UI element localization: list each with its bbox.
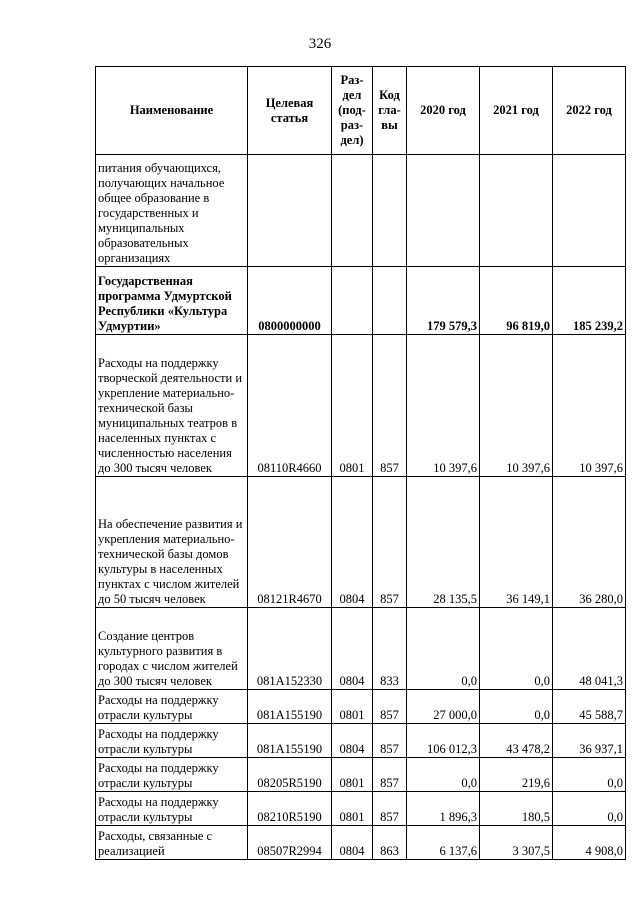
- row-2021: 219,6: [480, 758, 553, 792]
- row-code: [248, 155, 332, 267]
- table-row: [96, 758, 626, 792]
- row-name: Расходы на поддержку отрасли культуры: [96, 792, 248, 826]
- header-chapter: Код гла-вы: [373, 67, 407, 155]
- row-2020: 10 397,6: [407, 335, 480, 477]
- row-2022: 10 397,6: [553, 335, 626, 477]
- row-2020: [407, 155, 480, 267]
- row-section: 0801: [332, 758, 373, 792]
- row-name: Расходы на поддержку творческой деятельности и укрепление материально-технической базы муниципальных театров в населенных пунктах с численностью населения до 300 тысяч человек: [96, 335, 248, 477]
- row-2022: 48 041,3: [553, 608, 626, 690]
- header-2022: 2022 год: [553, 67, 626, 155]
- row-code: 081A155190: [248, 724, 332, 758]
- budget-table: [95, 66, 626, 860]
- row-section: [332, 155, 373, 267]
- row-name: Расходы, связанные с реализацией: [96, 826, 248, 860]
- row-2021: 180,5: [480, 792, 553, 826]
- table-row: [96, 690, 626, 724]
- header-section: Раз-дел (под-раз-дел): [332, 67, 373, 155]
- row-2022: 36 937,1: [553, 724, 626, 758]
- row-code: 081A155190: [248, 690, 332, 724]
- row-2020: 0,0: [407, 608, 480, 690]
- row-name: Расходы на поддержку отрасли культуры: [96, 724, 248, 758]
- row-name: Расходы на поддержку отрасли культуры: [96, 758, 248, 792]
- row-code: 08210R5190: [248, 792, 332, 826]
- row-2020: 28 135,5: [407, 477, 480, 608]
- header-row: [96, 67, 626, 155]
- row-2022: [553, 155, 626, 267]
- row-code: 08507R2994: [248, 826, 332, 860]
- row-2021: 10 397,6: [480, 335, 553, 477]
- header-target: Целевая статья: [248, 67, 332, 155]
- row-code: 08121R4670: [248, 477, 332, 608]
- row-section: 0804: [332, 826, 373, 860]
- table-row: [96, 477, 626, 608]
- row-chapter: 863: [373, 826, 407, 860]
- row-2021: 0,0: [480, 690, 553, 724]
- table-row: [96, 335, 626, 477]
- row-2020: 179 579,3: [407, 267, 480, 335]
- row-2022: 4 908,0: [553, 826, 626, 860]
- row-2021: 36 149,1: [480, 477, 553, 608]
- row-2020: 1 896,3: [407, 792, 480, 826]
- row-section: [332, 267, 373, 335]
- row-chapter: 857: [373, 724, 407, 758]
- header-2021: 2021 год: [480, 67, 553, 155]
- row-code: 081A152330: [248, 608, 332, 690]
- row-2021: 96 819,0: [480, 267, 553, 335]
- table-row: [96, 724, 626, 758]
- header-2020: 2020 год: [407, 67, 480, 155]
- row-code: 08205R5190: [248, 758, 332, 792]
- row-chapter: 833: [373, 608, 407, 690]
- row-chapter: 857: [373, 335, 407, 477]
- row-2022: 36 280,0: [553, 477, 626, 608]
- table-row: [96, 792, 626, 826]
- table-row: [96, 608, 626, 690]
- row-name: питания обучающихся, получающих начальное общее образование в государственных и муниципальных образовательных организациях: [96, 155, 248, 267]
- row-2021: 0,0: [480, 608, 553, 690]
- row-section: 0801: [332, 335, 373, 477]
- row-2020: 27 000,0: [407, 690, 480, 724]
- row-chapter: [373, 267, 407, 335]
- row-section: 0801: [332, 792, 373, 826]
- row-section: 0804: [332, 477, 373, 608]
- table-row: [96, 267, 626, 335]
- row-chapter: 857: [373, 758, 407, 792]
- row-section: 0804: [332, 608, 373, 690]
- row-2022: 0,0: [553, 792, 626, 826]
- row-chapter: 857: [373, 792, 407, 826]
- row-2022: 185 239,2: [553, 267, 626, 335]
- row-name: Создание центров культурного развития в городах с числом жителей до 300 тысяч человек: [96, 608, 248, 690]
- row-chapter: [373, 155, 407, 267]
- row-2020: 6 137,6: [407, 826, 480, 860]
- row-2022: 45 588,7: [553, 690, 626, 724]
- row-code: 08110R4660: [248, 335, 332, 477]
- row-chapter: 857: [373, 690, 407, 724]
- row-name: На обеспечение развития и укрепления материально-технической базы домов культуры в населенных пунктах с числом жителей до 50 тысяч человек: [96, 477, 248, 608]
- row-chapter: 857: [373, 477, 407, 608]
- row-name: Государственная программа Удмуртской Республики «Культура Удмуртии»: [96, 267, 248, 335]
- row-section: 0804: [332, 724, 373, 758]
- header-name: Наименование: [96, 67, 248, 155]
- table-row: [96, 826, 626, 860]
- row-section: 0801: [332, 690, 373, 724]
- row-name: Расходы на поддержку отрасли культуры: [96, 690, 248, 724]
- row-code: 0800000000: [248, 267, 332, 335]
- row-2020: 106 012,3: [407, 724, 480, 758]
- row-2022: 0,0: [553, 758, 626, 792]
- row-2021: [480, 155, 553, 267]
- row-2021: 43 478,2: [480, 724, 553, 758]
- table-row: [96, 155, 626, 267]
- row-2020: 0,0: [407, 758, 480, 792]
- row-2021: 3 307,5: [480, 826, 553, 860]
- page-number: 326: [308, 36, 332, 52]
